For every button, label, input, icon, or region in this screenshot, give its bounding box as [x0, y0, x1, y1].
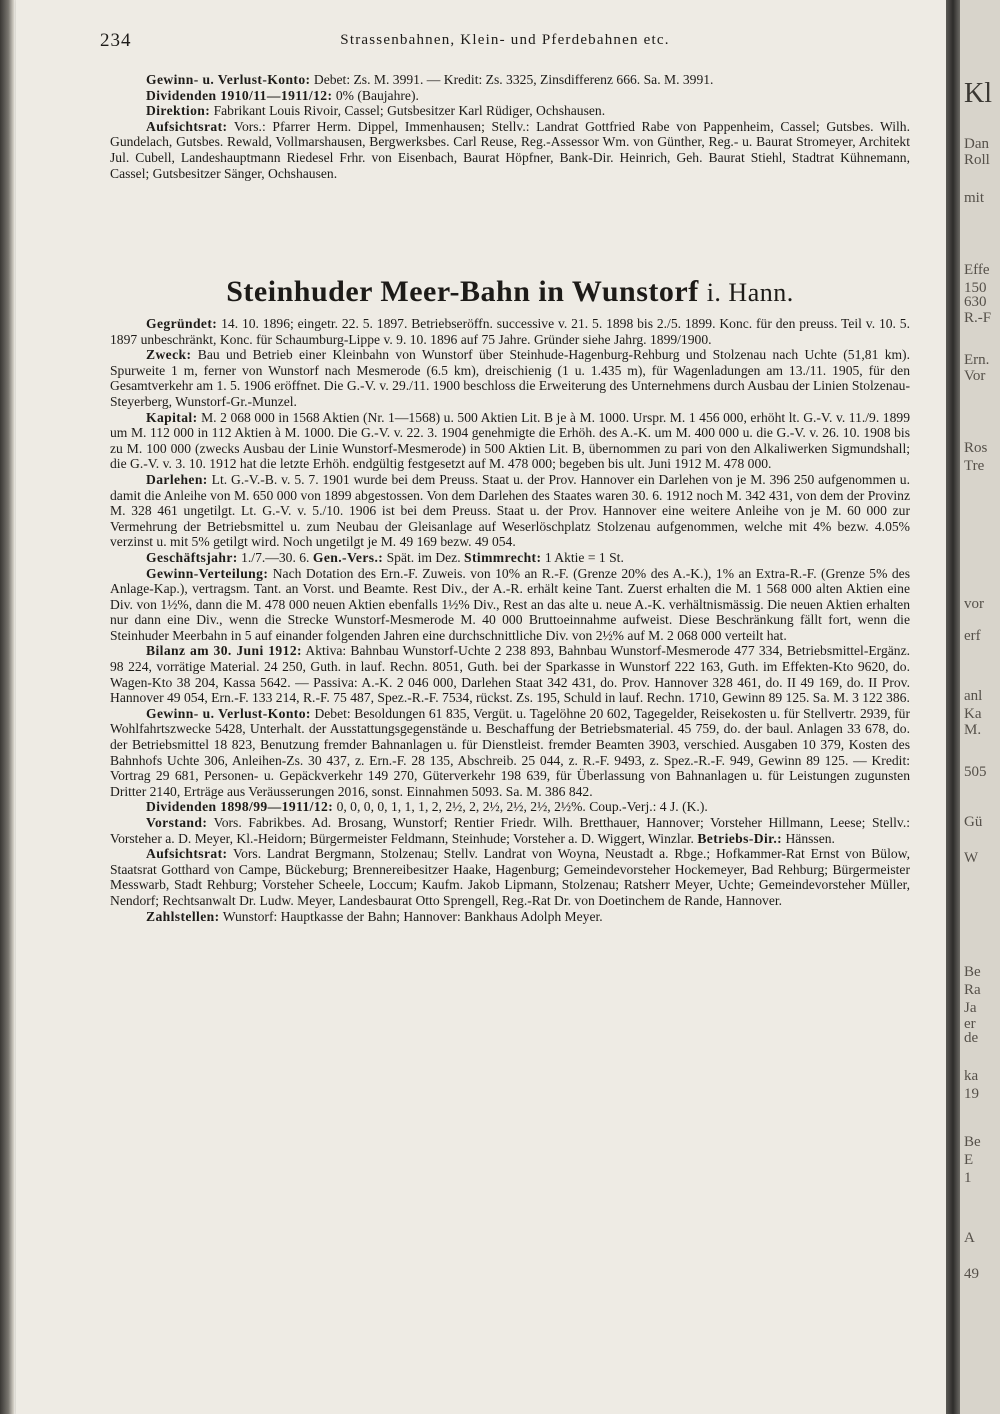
next-page-fragment: Ka — [964, 706, 982, 722]
entry-text: M. 2 068 000 in 1568 Aktien (Nr. 1—1568) u. 500 Aktien Lit. B je à M. 1000. Urspr. M. 1 456 000, erhöht lt. G.-V. v. 11./9. 1899 um M. 112 000 in 112 Aktien à M. 1000. Die G.-V. v. 22. 3. 1904 genehmigte die Erhöh. des A.-K. um M. 400 000 u. die G.-V. v. 26. 10. 1908 bis zu M. 100 000 (zwecks Ausbau der Linie Wunstorf-Mesmerode) in 500 Aktien Lit. B, übernommen zu pari von den Alkaliwerken Sigmundshall; die G.-V. v. 3. 10. 1912 hat die letzte Erhöh. endgültig festgesetzt auf M. 478 000; begeben bis ult. Juni 1912 M. 478 000. — [110, 409, 910, 472]
next-page-fragment: Ra — [964, 982, 981, 998]
entry-zweck — [110, 347, 910, 409]
next-page-fragment: R.-F — [964, 310, 992, 326]
entry-text: Hänssen. — [785, 830, 835, 846]
entry-text: Vors. Fabrikbes. Ad. Brosang, Wunstorf; Rentier Friedr. Wilh. Bretthauer, Hannover; Vorsteher Hillmann, Leese; Stellv.: Vorsteher a. D. Meyer, Kl.-Heidorn; Bürgermeister Feldmann, Steinhude; Vorsteher a. D. Wiggert, Winzlar. — [110, 815, 910, 846]
next-page-fragment: Ja — [964, 1000, 977, 1016]
entry-text: Vors.: Pfarrer Herm. Dippel, Immenhausen; Stellv.: Landrat Gottfried Rabe von Pappenheim, Cassel; Gutsbes. Wilh. Gundelach, Gutsbes. Rewald, Vollmarshausen, Bergwerksbes. Carl Reuse, Reg.-Assessor Wm. von Günther, Reg.- u. Baurat Stromeyer, Architekt Jul. Cubell, Landeshauptmann Riedesel Frhr. von Eisenbach, Baurat Höpfner, Bank-Dir. Heinrich, Geh. Baurat Stiehl, Stadtrat Kühnemann, Cassel; Gutsbesitzer Sänger, Ochshausen. — [110, 118, 910, 181]
next-page-fragment: Vor — [964, 368, 986, 384]
page-number: 234 — [100, 30, 132, 51]
entry-label: Kapital: — [146, 409, 198, 425]
next-page-fragment: 150 — [964, 280, 987, 296]
next-page-fragment: Kl — [964, 78, 992, 109]
entry-text: Wunstorf: Hauptkasse der Bahn; Hannover: Bankhaus Adolph Meyer. — [222, 908, 603, 924]
entry-text: 1 Aktie = 1 St. — [544, 549, 624, 565]
entry-kapital — [110, 410, 910, 472]
entry-text: Lt. G.-V.-B. v. 5. 7. 1901 wurde bei dem Preuss. Staat u. der Prov. Hannover ein Darlehen von je M. 396 250 aufgenommen u. damit die Anleihe von M. 650 000 von 1899 abgestossen. Von dem Darlehen des Staates waren 30. 6. 1912 noch M. 342 431, von dem der Provinz M. 328 461 ungetilgt. Lt. G.-V. v. 5./10. 1906 ist bei dem Preuss. Staat u. der Prov. Hannover eine weitere Anleihe von je M. 60 000 zur Vermehrung der Betriebsmittel u. zum Neubau der Gleisanlage auf Weserlöschplatz Stolzenau aufgenommen, welche mit 4% bezw. 4.05% verzinst u. mit 5% getilgt wird. Noch ungetilgt je M. 49 169 bezw. 49 054. — [110, 471, 911, 550]
running-head — [100, 30, 910, 54]
entry-label: Direktion: — [146, 103, 211, 119]
entry-text: 1./7.—30. 6. — [241, 549, 310, 565]
entry-label: Gegründet: — [146, 316, 218, 331]
next-page-fragment: Be — [964, 964, 981, 980]
entry-darlehen — [110, 472, 910, 550]
entry-label: Zweck: — [146, 347, 192, 363]
running-head-title: Strassenbahnen, Klein- und Pferdebahnen etc. — [340, 32, 670, 48]
next-page-fragment: Tre — [964, 458, 985, 474]
entry-gewinn-verteilung — [110, 566, 910, 644]
entry-label: Gewinn- u. Verlust-Konto: — [146, 72, 311, 87]
entry-label: Betriebs-Dir.: — [697, 830, 783, 846]
next-page-fragment: anl — [964, 688, 983, 704]
next-page-fragment: mit — [964, 190, 985, 206]
entry-text: Vors. Landrat Bergmann, Stolzenau; Stellv. Landrat von Woyna, Neustadt a. Rbge.; Hofkammer-Rat Ernst von Bülow, Staatsrat Gotthard von Campe, Bückeburg; Brennereibesitzer Haake, Hagenburg; Gemeindevorsteher Hockemeyer, Bad Rehburg; Bürgermeister Messwarb, Stadt Rehburg; Vorsteher Scheele, Loccum; Kaufm. Jakob Lipmann, Stolzenau; Ratsherr Meyer, Uchte; Gemeindevorsteher Müller, Nendorf; Rechtsanwalt Dr. Ludw. Meyer, Landesbaurat Otto Sprengell, Reg.-Rat Dr. von Doetinchem de Rande, Hannover. — [110, 846, 910, 908]
entry-aufsichtsrat — [110, 846, 910, 908]
company-title-suffix: i. Hann. — [706, 278, 794, 307]
next-page-fragment: de — [964, 1030, 979, 1046]
entry-label: Stimmrecht: — [464, 549, 542, 565]
company-title-main: Steinhuder Meer-Bahn in Wunstorf — [226, 275, 699, 308]
entry-label: Bilanz am 30. Juni 1912: — [146, 643, 302, 659]
entry-label: Darlehen: — [146, 471, 208, 487]
entry-zahlstellen — [110, 909, 910, 925]
paragraph — [110, 119, 910, 181]
next-page-fragment: W — [964, 850, 979, 866]
entry-text: Aktiva: Bahnbau Wunstorf-Uchte 2 238 893, Bahnbau Wunstorf-Mesmerode 477 334, Betriebsmittel-Ergänz. 98 224, vorrätige Material. 24 250, Guth. in lauf. Rechn. 8051, Guth. bei der Sparkasse in Wunstorf 222 163, Guth. im Effekten-Kto 9620, do. Wagen-Kto 38 204, Kassa 5642. — Passiva: A.-K. 2 046 000, Darlehen Staat 342 431, do. Prov. Hannover 328 461, do. II 49 169, do. II Prov. Hannover 49 054, Ern.-F. 133 214, R.-F. 75 487, Spez.-R.-F. 7534, rückst. Zs. 195, Schuld in lauf. Rechn. 1710, Gewinn 89 125. Sa. M. 3 122 386. — [110, 643, 911, 706]
entry-geschaeftsjahr — [110, 550, 910, 566]
next-page-fragment: vor — [964, 596, 984, 612]
next-page-fragment: Roll — [964, 152, 990, 168]
entry-text: Fabrikant Louis Rivoir, Cassel; Gutsbesitzer Karl Rüdiger, Ochshausen. — [213, 103, 606, 119]
entry-text: 0% (Baujahre). — [335, 87, 419, 103]
entry-label: Zahlstellen: — [146, 908, 220, 924]
entry-label: Geschäftsjahr: — [146, 549, 238, 565]
entry-text: Debet: Besoldungen 61 835, Vergüt. u. Tagelöhne 20 602, Tagegelder, Reisekosten u. für Stellvertr. 2939, für Wohlfahrtszwecke 5428, Unterhalt. der Ausstattungsgegenstände u. Beschaffung der Betriebsmaterial. 45 759, do. der baul. Anlagen 33 678, do. der Betriebsmittel 18 823, Benutzung fremder Bahnanlagen u. für Dienstleist. fremder Beamten 3903, verschied. Ausgaben 10 379, Kosten des Bahnhofs Uchte 306, Anleihen-Zs. 30 437, z. Ern.-F. 28 135, Abschreib. 25 044, z. R.-F. 9493, z. Spez.-R.-F. 949, Gewinn 89 125. — Kredit: Vortrag 29 681, Personen- u. Gepäckverkehr 149 270, Güterverkehr 198 639, für Überlassung von Bahnanlagen u. für Leistungen zugunsten Dritter 2140, Erträge aus Veräusserungen 2016, sonst. Einnahmen 5093. Sa. M. 386 842. — [110, 705, 910, 799]
scan-left-edge — [0, 0, 14, 1414]
next-page-fragment: Effe — [964, 262, 990, 278]
entry-text: 14. 10. 1896; eingetr. 22. 5. 1897. Betriebseröffn. successive v. 21. 5. 1898 bis 2./5. 1899. Konc. für den preuss. Teil v. 10. 5. 1897 unbeschränkt, Konc. für Schaumburg-Lippe v. 9. 10. 1896 auf 75 Jahre. Gründer siehe Jahrg. 1899/1900. — [110, 316, 911, 347]
entry-gegruendet — [110, 316, 910, 347]
entry-gewinn-verlust — [110, 706, 910, 800]
entry-text: Bau und Betrieb einer Kleinbahn von Wunstorf über Steinhude-Hagenburg-Rehburg und Stolzenau nach Uchte (51,81 km). Spurweite 1 m, ferner von Wunstorf nach Mesmerode (6.5 km), dreischienig (1 u. 1.435 m), für Wagenladungen am 13./11. 1905, für den Gesamtverkehr am 1. 5. 1906 eröffnet. Die G.-V. v. 29./11. 1900 beschloss die Erweiterung des Unternehmens durch Ausbau der Linien Stolzenau-Steyerberg, Wunstorf-Gr.-Munzel. — [110, 347, 910, 409]
next-page-fragment: M. — [964, 722, 982, 738]
next-page-fragment: Gü — [964, 814, 983, 830]
entry-vorstand — [110, 815, 910, 846]
entry-label: Dividenden 1910/11—1911/12: — [146, 87, 333, 103]
entry-label: Gewinn- u. Verlust-Konto: — [146, 705, 311, 721]
next-page-fragment: Be — [964, 1134, 981, 1150]
next-page-fragment: er — [964, 1016, 976, 1032]
next-page-fragment: E — [964, 1152, 974, 1168]
entry-text: Nach Dotation des Ern.-F. Zuweis. von 10% an R.-F. (Grenze 20% des A.-K.), 1% an Extra-R.-F. (Grenze 5% des Anlage-Kap.), vertragsm. Tant. an Vorst. und Beamte. Rest Div., der A.-R. erhält keine Tant. Zuerst erhalten die M. 1 568 000 alten Aktien eine Div. von 1½%, dann die M. 478 000 neuen Aktien ebenfalls 1½% Div., Rest an das alte u. neue A.-K. verhältnismässig. Die neuen Aktien erhalten nur dann eine Div., wenn die Strecke Wunstorf-Mesmerode M. 40 000 Bruttoeinnahme aufweist. Diese Beschränkung fällt fort, wenn die Steinhuder Meerbahn in 5 auf einander folgenden Jahren eine durchschnittliche Div. von 2½% auf M. 2 068 000 verteilt hat. — [110, 565, 910, 643]
entry-label: Aufsichtsrat: — [146, 118, 228, 134]
entry-text: Debet: Zs. M. 3991. — Kredit: Zs. 3325, Zinsdifferenz 666. Sa. M. 3991. — [313, 72, 714, 87]
entry-label: Gen.-Vers.: — [312, 549, 384, 565]
next-page-fragment: Dan — [964, 136, 989, 152]
entry-dividenden — [110, 799, 910, 815]
entry-label: Aufsichtsrat: — [146, 846, 228, 862]
next-page-fragment: ka — [964, 1068, 979, 1084]
entry-label: Vorstand: — [146, 815, 208, 830]
company-title — [110, 274, 910, 311]
next-page-fragment: Ern. — [964, 352, 990, 368]
next-page-fragment: 49 — [964, 1266, 979, 1282]
previous-company-section — [110, 72, 910, 181]
next-page-fragment: 630 — [964, 294, 987, 310]
book-gutter — [946, 0, 960, 1414]
next-page-fragment: Ros — [964, 440, 988, 456]
next-page-fragment: 505 — [964, 764, 987, 780]
entry-label: Dividenden 1898/99—1911/12: — [146, 799, 334, 815]
next-page-fragment: 19 — [964, 1086, 979, 1102]
paragraph — [110, 103, 910, 119]
paragraph — [110, 72, 910, 88]
entry-bilanz — [110, 643, 910, 705]
next-page-edge — [960, 0, 1000, 1414]
entry-label: Gewinn-Verteilung: — [146, 565, 269, 581]
next-page-fragment: 1 — [964, 1170, 972, 1186]
company-entries — [110, 316, 910, 924]
next-page-fragment: A — [964, 1230, 975, 1246]
entry-text: Spät. im Dez. — [386, 549, 461, 565]
paragraph — [110, 88, 910, 104]
next-page-fragment: erf — [964, 628, 981, 644]
entry-text: 0, 0, 0, 0, 1, 1, 1, 2, 2½, 2, 2½, 2½, 2½, 2½%. Coup.-Verj.: 4 J. (K.). — [336, 799, 708, 815]
